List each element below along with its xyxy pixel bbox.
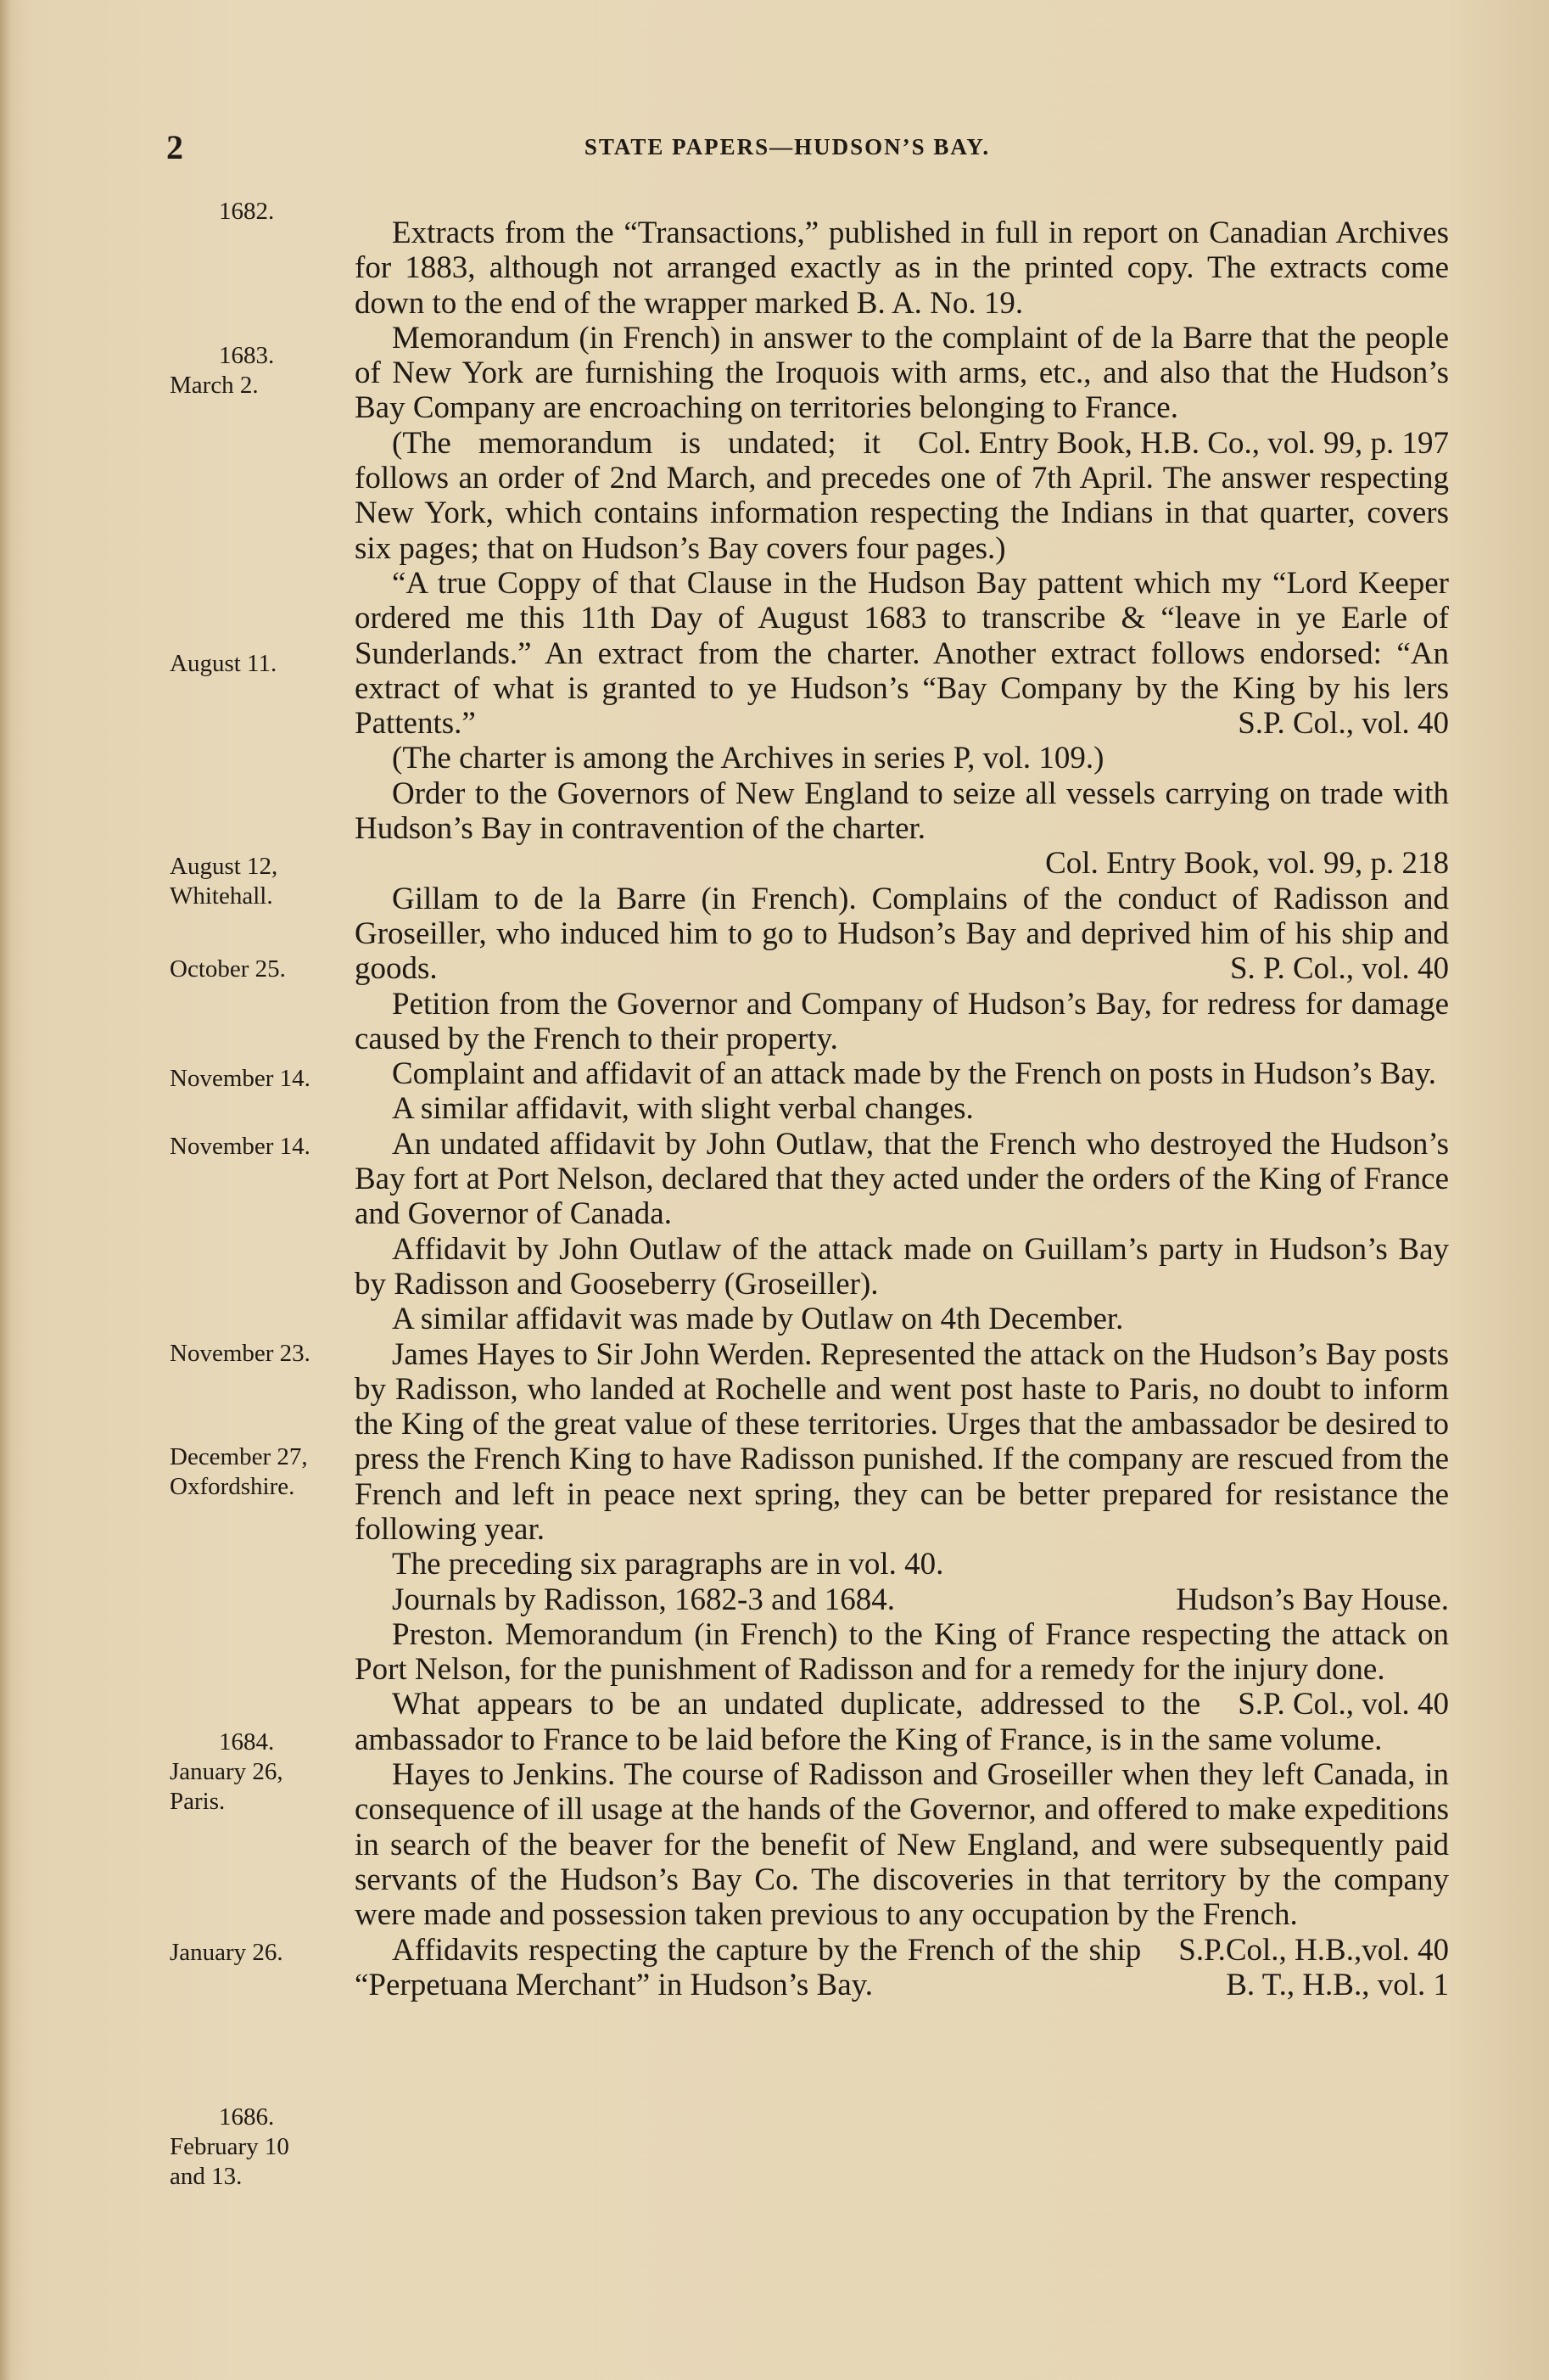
entry-paragraph — [355, 987, 1449, 1057]
entry-text: Affidavit by John Outlaw of the attack made on Guillam’s party in Hudson’s Bay by Radisson and Gooseberry (Groseiller). — [355, 1231, 1449, 1302]
margin-date: December 27, — [170, 1443, 308, 1470]
entry-text: An undated affidavit by John Outlaw, that the French who destroyed the Hudson’s Bay fort at Port Nelson, declared that they acted under the orders of the King of France and Governor of Canada. — [355, 1126, 1449, 1232]
margin-note — [170, 197, 365, 227]
entry-text: Journals by Radisson, 1682-3 and 1684. — [392, 1582, 895, 1617]
entry-text: (The charter is among the Archives in series P, vol. 109.) — [392, 741, 1104, 776]
entry-text: What appears to be an undated duplicate, addressed to the ambassador to France to be laid before the King of France, is in the same volume. — [355, 1687, 1383, 1757]
entry-paragraph — [355, 1302, 1449, 1336]
margin-date: Whitehall. — [170, 882, 273, 910]
margin-note — [170, 2103, 365, 2192]
margin-note — [170, 649, 365, 679]
entry-paragraph — [355, 320, 1449, 461]
main-text-column — [355, 216, 1449, 2002]
margin-note — [170, 1339, 365, 1369]
margin-year: 1683. — [219, 342, 275, 369]
entry-paragraph — [355, 1127, 1449, 1232]
entry-paragraph — [355, 1337, 1449, 1548]
margin-date: March 2. — [170, 372, 259, 399]
entry-paragraph — [355, 882, 1449, 987]
header-divider — [166, 174, 1456, 175]
source-reference: S. P. Col., vol. 40 — [1229, 951, 1449, 987]
entry-text: (The memorandum is undated; it follows an order of 2nd March, and precedes one of 7th April. The answer respecting New York, which contains information respecting the Indians in that quarter, covers six pages; that on Hudson’s Bay covers four pages.) — [355, 425, 1449, 566]
entry-text: “A true Coppy of that Clause in the Hudson Bay pattent which my “Lord Keeper ordered me this 11th Day of August 1683 to transcribe & “leave in ye Earle of Sunderlands.” An extract from the charter. Another extract follows endorsed: “An extract of what is granted to ye Hudson’s “Bay Company by the King by his lers Pattents.” — [355, 565, 1449, 742]
margin-note — [170, 1442, 365, 1502]
margin-date: February 10 — [170, 2133, 289, 2160]
margin-date: Oxfordshire. — [170, 1473, 295, 1500]
entry-paragraph — [355, 1232, 1449, 1302]
source-reference: Col. Entry Book, H.B. Co., vol. 99, p. 197 — [918, 425, 1449, 461]
entry-text: A similar affidavit, with slight verbal changes. — [392, 1091, 974, 1127]
margin-date: August 11. — [170, 650, 277, 677]
entry-paragraph — [355, 776, 1449, 882]
entry-text: Petition from the Governor and Company of Hudson’s Bay, for redress for damage caused by the French to their property. — [355, 986, 1449, 1056]
entry-paragraph — [355, 566, 1449, 741]
margin-date: November 14. — [170, 1065, 310, 1092]
margin-date: August 12, — [170, 853, 278, 880]
entry-text: Preston. Memorandum (in French) to the King of France respecting the attack on Port Nelson, for the punishment of Radisson and for a remedy for the injury done. — [355, 1616, 1449, 1688]
book-spine-shadow — [0, 0, 12, 2380]
margin-date: November 14. — [170, 1133, 310, 1160]
source-reference: B. T., H.B., vol. 1 — [1226, 1967, 1449, 2002]
margin-note — [170, 1938, 365, 1968]
entry-text: Complaint and affidavit of an attack made by the French on posts in Hudson’s Bay. — [392, 1056, 1437, 1092]
entry-text: James Hayes to Sir John Werden. Represented the attack on the Hudson’s Bay posts by Radisson, who landed at Rochelle and went post haste to Paris, no doubt to inform the King of the great value of these territories. Urges that the ambassador be desired to press the French King to have Radisson punished. If the company are rescued from the French and left in peace next spring, they can be better prepared for resistance the following year. — [355, 1336, 1449, 1547]
margin-date: October 25. — [170, 955, 286, 983]
entry-text: The preceding six paragraphs are in vol. 40. — [392, 1547, 944, 1582]
source-reference: S.P. Col., vol. 40 — [1238, 1687, 1449, 1722]
entry-paragraph — [355, 1091, 1449, 1126]
running-head: STATE PAPERS—HUDSON’S BAY. — [584, 134, 991, 160]
margin-note — [170, 1132, 365, 1162]
entry-paragraph — [355, 216, 1449, 321]
margin-date: and 13. — [170, 2163, 243, 2190]
margin-date: January 26. — [170, 1939, 283, 1966]
source-reference: S.P. Col., vol. 40 — [1238, 706, 1449, 742]
margin-date: January 26, — [170, 1758, 283, 1785]
margin-date: Paris. — [170, 1788, 226, 1815]
entry-text: Gillam to de la Barre (in French). Complains of the conduct of Radisson and Groseiller, who induced him to go to Hudson’s Bay and deprived him of his ship and goods. — [355, 881, 1449, 987]
entry-paragraph — [355, 1056, 1449, 1091]
entry-paragraph — [355, 1582, 1449, 1617]
margin-note — [170, 852, 365, 911]
source-reference: S.P.Col., H.B.,vol. 40 — [1178, 1932, 1449, 1968]
source-reference: Col. Entry Book, vol. 99, p. 218 — [1045, 846, 1449, 882]
margin-date: November 23. — [170, 1340, 310, 1367]
margin-year: 1682. — [219, 198, 275, 225]
entry-text: Affidavits respecting the capture by the French of the ship “Perpetuana Merchant” in Hudson’s Bay. — [355, 1932, 1142, 2002]
entry-text: Order to the Governors of New England to seize all vessels carrying on trade with Hudson’s Bay in contravention of the charter. — [355, 776, 1449, 847]
margin-note — [170, 1064, 365, 1094]
page-number: 2 — [166, 128, 183, 166]
margin-note — [170, 1728, 365, 1817]
entry-text: Memorandum (in French) in answer to the complaint of de la Barre that the people of New York are furnishing the Iroquois with arms, etc., and also that the Hudson’s Bay Company are encroaching on territories belonging to France. — [355, 320, 1449, 426]
margin-note — [170, 955, 365, 984]
margin-year: 1686. — [219, 2103, 275, 2131]
entry-text: Hayes to Jenkins. The course of Radisson and Groseiller when they left Canada, in consequence of ill usage at the hands of the Governor, and offered to make expeditions in search of the beaver for the benefit of New England, and were subsequently paid servants of the Hudson’s Bay Co. The discoveries in that territory by the company were made and possession taken previous to any occupation by the French. — [355, 1757, 1449, 1933]
source-reference: Hudson’s Bay House. — [1176, 1582, 1449, 1617]
entry-text: A similar affidavit was made by Outlaw on 4th December. — [392, 1302, 1124, 1337]
entry-paragraph — [355, 741, 1449, 776]
entry-text: Extracts from the “Transactions,” published in full in report on Canadian Archives for 1883, although not arranged exactly as in the printed copy. The extracts come down to the end of the wrapper marked B. A. No. 19. — [355, 216, 1449, 321]
margin-note — [170, 341, 365, 400]
entry-paragraph — [355, 1547, 1449, 1582]
margin-year: 1684. — [219, 1728, 275, 1756]
